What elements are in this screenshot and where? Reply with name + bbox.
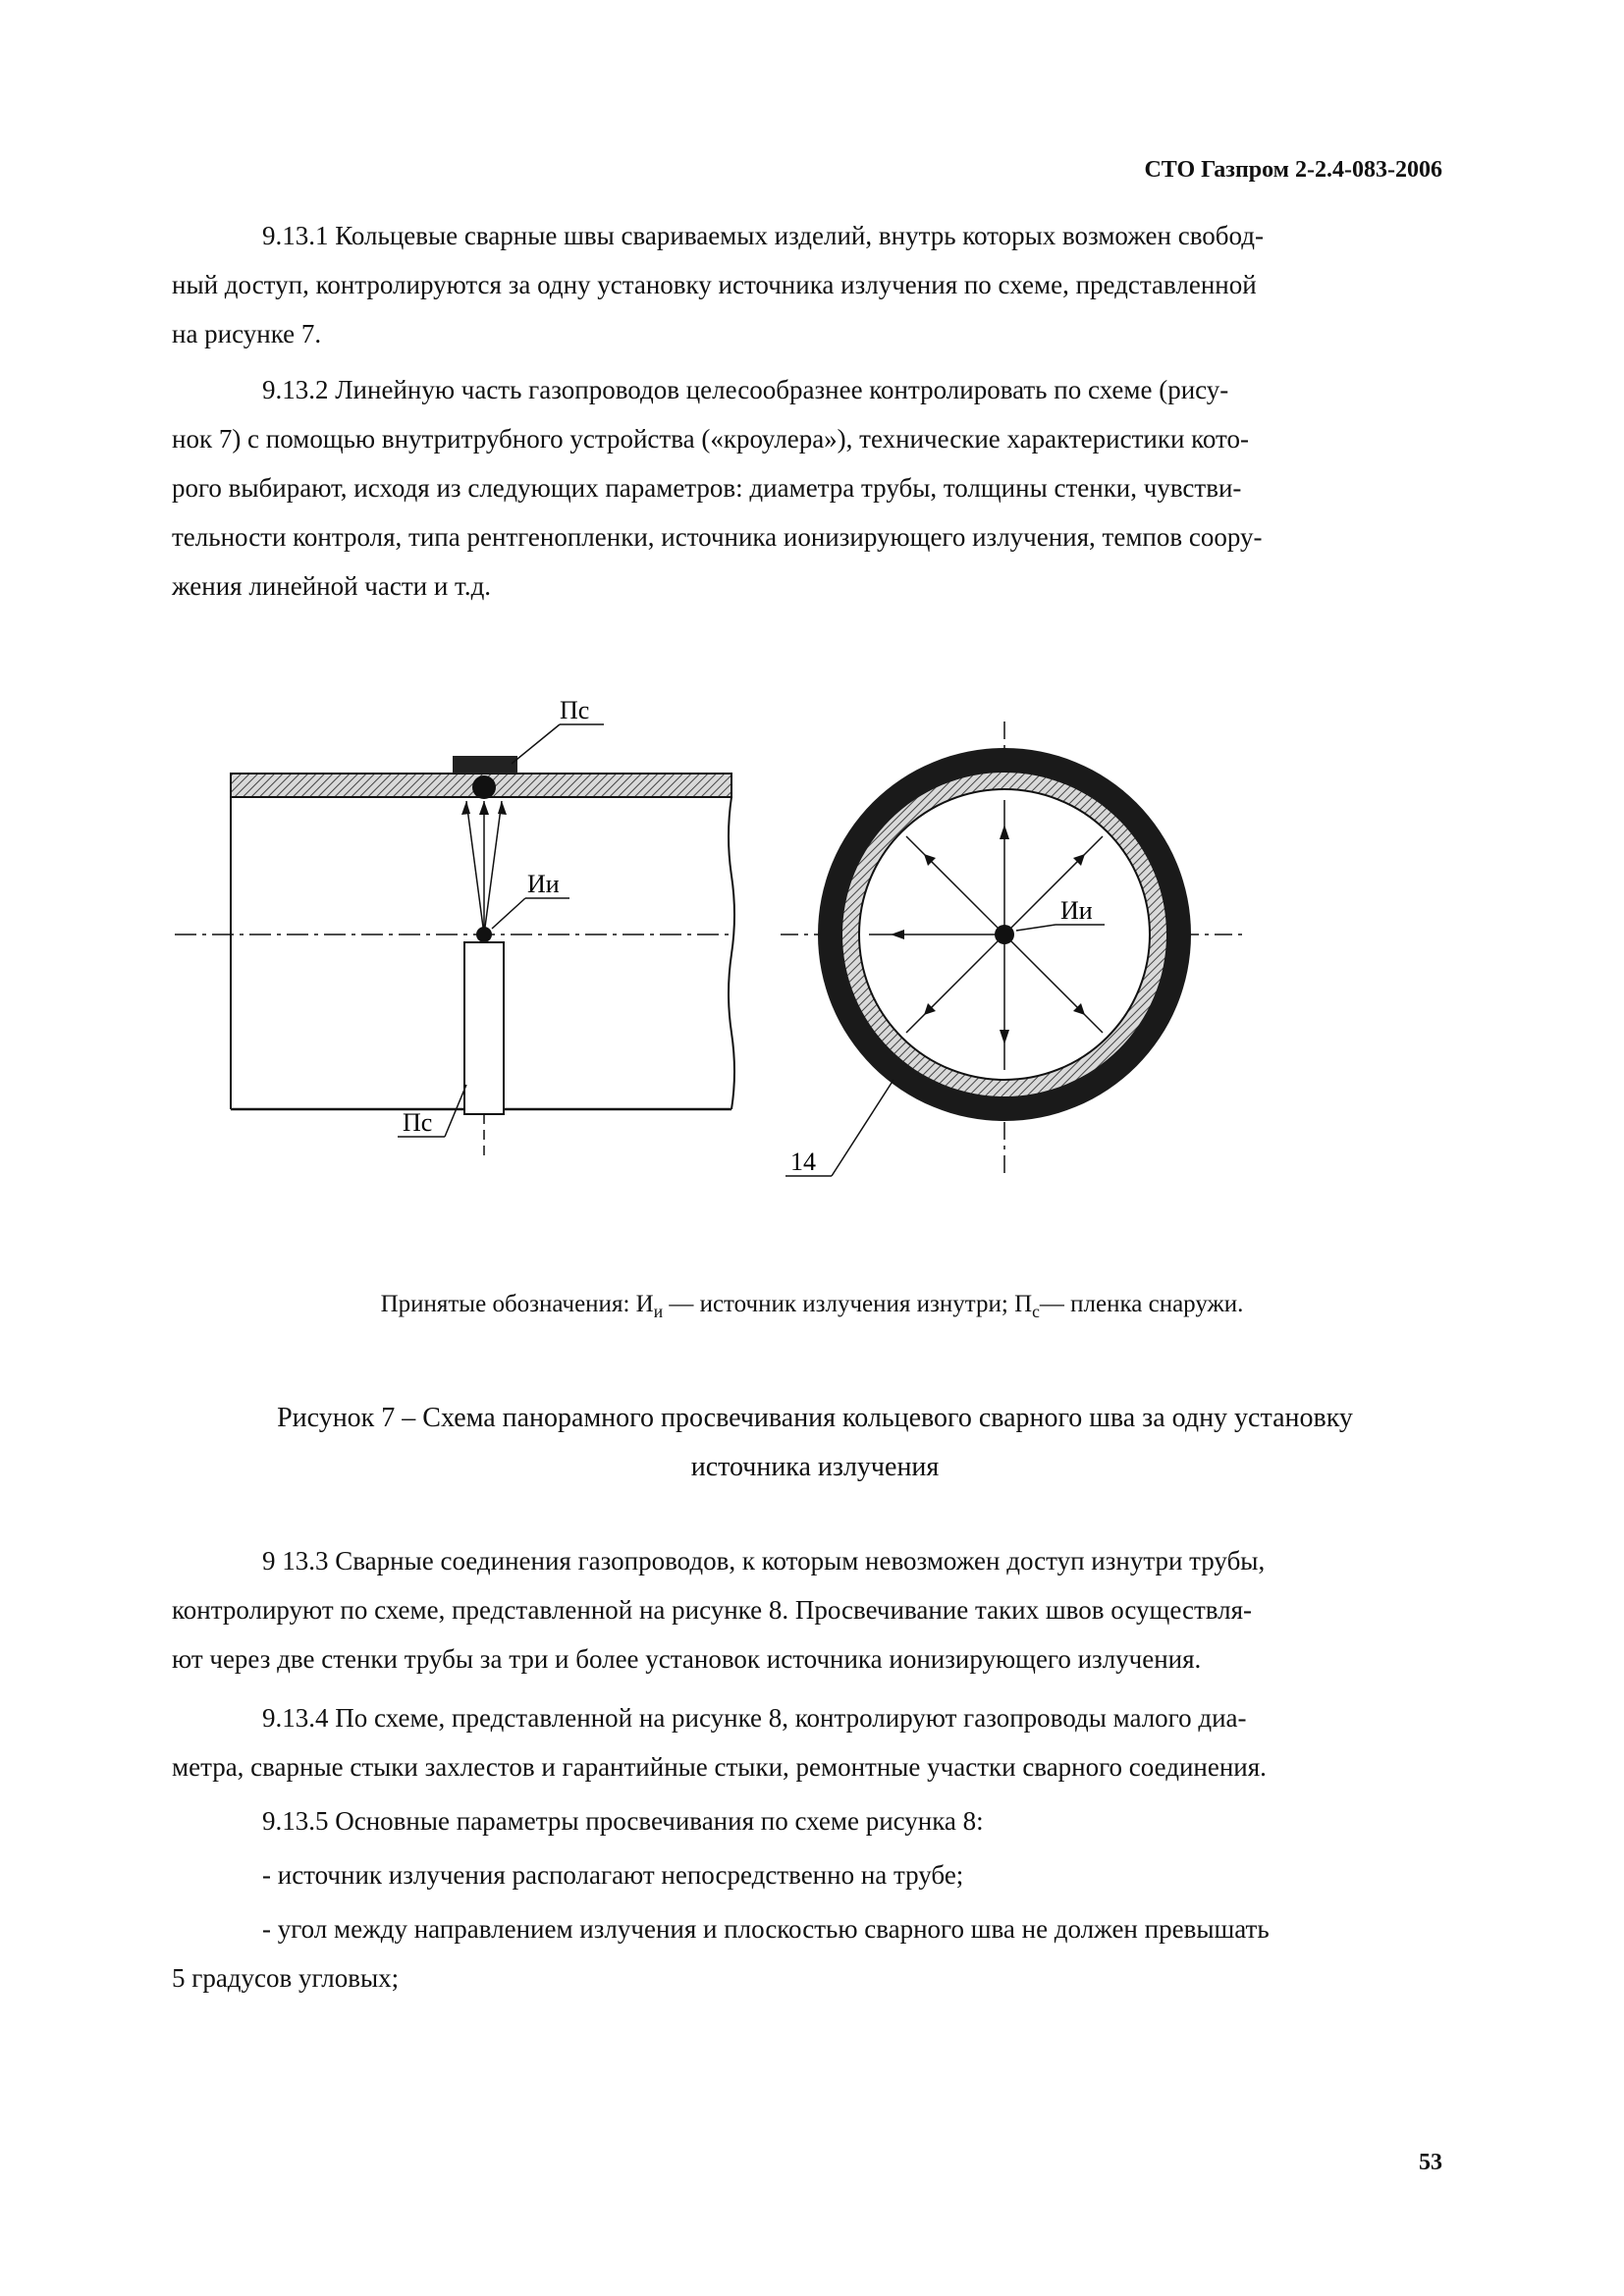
legend-film-sub: с xyxy=(1032,1302,1040,1321)
text-line: тельности контроля, типа рентгенопленки, источника ионизирующего излучения, темпов соору- xyxy=(172,522,1263,552)
text-line: жения линейной части и т.д. xyxy=(172,571,492,601)
text-line: 9.13.1 Кольцевые сварные швы свариваемых изделий, внутрь которых возможен свобод- xyxy=(262,221,1264,250)
pipe-cross-section xyxy=(781,721,1242,1178)
label-film-bottom: Пс xyxy=(403,1108,433,1137)
text-line: метра, сварные стыки захлестов и гарантийные стыки, ремонтные участки сварного соединения. xyxy=(172,1752,1267,1782)
text-line: - угол между направлением излучения и плоскостью сварного шва не должен превышать xyxy=(262,1914,1270,1944)
text-line: 9.13.4 По схеме, представленной на рисунке 8, контролируют газопроводы малого диа- xyxy=(262,1703,1247,1733)
pipe-side-view xyxy=(172,696,734,1158)
document-code: СТО Газпром 2-2.4-083-2006 xyxy=(1144,157,1442,183)
legend-film-symbol: П xyxy=(1014,1291,1033,1317)
text-line: контролируют по схеме, представленной на рисунке 8. Просвечивание таких швов осуществля- xyxy=(172,1595,1253,1625)
text-line: - источник излучения располагают непосредственно на трубе; xyxy=(262,1860,964,1890)
pipe-break-right xyxy=(729,797,734,1109)
paragraph-9-13-5 xyxy=(172,1796,1448,1845)
source-point-right xyxy=(995,925,1014,944)
film-top xyxy=(453,756,517,774)
text-line: на рисунке 7. xyxy=(172,319,322,348)
label-ring: 14 xyxy=(790,1148,816,1176)
ray-group-left xyxy=(466,801,502,934)
paragraph-9-13-4 xyxy=(172,1693,1448,1791)
legend-film-text: — пленка снаружи. xyxy=(1039,1291,1244,1317)
paragraph-9-13-2 xyxy=(172,365,1448,611)
paragraph-9-13-3 xyxy=(172,1536,1448,1683)
text-line: ный доступ, контролируются за одну установку источника излучения по схеме, представленной xyxy=(172,270,1257,299)
caption-line: Рисунок 7 – Схема панорамного просвечивания кольцевого сварного шва за одну установку xyxy=(277,1403,1353,1433)
legend-source-sub: и xyxy=(653,1302,664,1321)
legend-source-symbol: И xyxy=(635,1291,654,1317)
figure-legend xyxy=(0,1291,1624,1322)
label-source-left: Ии xyxy=(527,870,560,898)
text-line: 5 градусов угловых; xyxy=(172,1963,400,1993)
caption-line: источника излучения xyxy=(690,1452,940,1482)
list-item-source-placement xyxy=(172,1850,1448,1899)
figure-caption xyxy=(177,1394,1453,1492)
legend-source-text: — источник излучения изнутри; xyxy=(663,1291,1015,1317)
label-film-top: Пс xyxy=(560,696,590,724)
source-point-left xyxy=(476,927,492,942)
list-item-angle-limit xyxy=(172,1904,1448,2002)
legend-prefix: Принятые обозначения: xyxy=(380,1291,636,1317)
text-line: 9.13.5 Основные параметры просвечивания по схеме рисунка 8: xyxy=(262,1806,984,1836)
label-source-right: Ии xyxy=(1060,896,1093,925)
page-number: 53 xyxy=(1419,2150,1442,2175)
film-bottom xyxy=(464,942,504,1114)
text-line: ют через две стенки трубы за три и более установок источника ионизирующего излучения. xyxy=(172,1644,1202,1674)
figure-7-diagram xyxy=(172,667,1448,1217)
text-line: рого выбирают, исходя из следующих параметров: диаметра трубы, толщины стенки, чувстви- xyxy=(172,473,1242,503)
text-line: 9 13.3 Сварные соединения газопроводов, к которым невозможен доступ изнутри трубы, xyxy=(262,1546,1266,1575)
weld-point xyxy=(472,775,496,799)
text-line: 9.13.2 Линейную часть газопроводов целесообразнее контролировать по схеме (рису- xyxy=(262,375,1229,404)
text-line: нок 7) с помощью внутритрубного устройства («кроулера»), технические характеристики кото- xyxy=(172,424,1249,454)
paragraph-9-13-1 xyxy=(172,211,1448,358)
